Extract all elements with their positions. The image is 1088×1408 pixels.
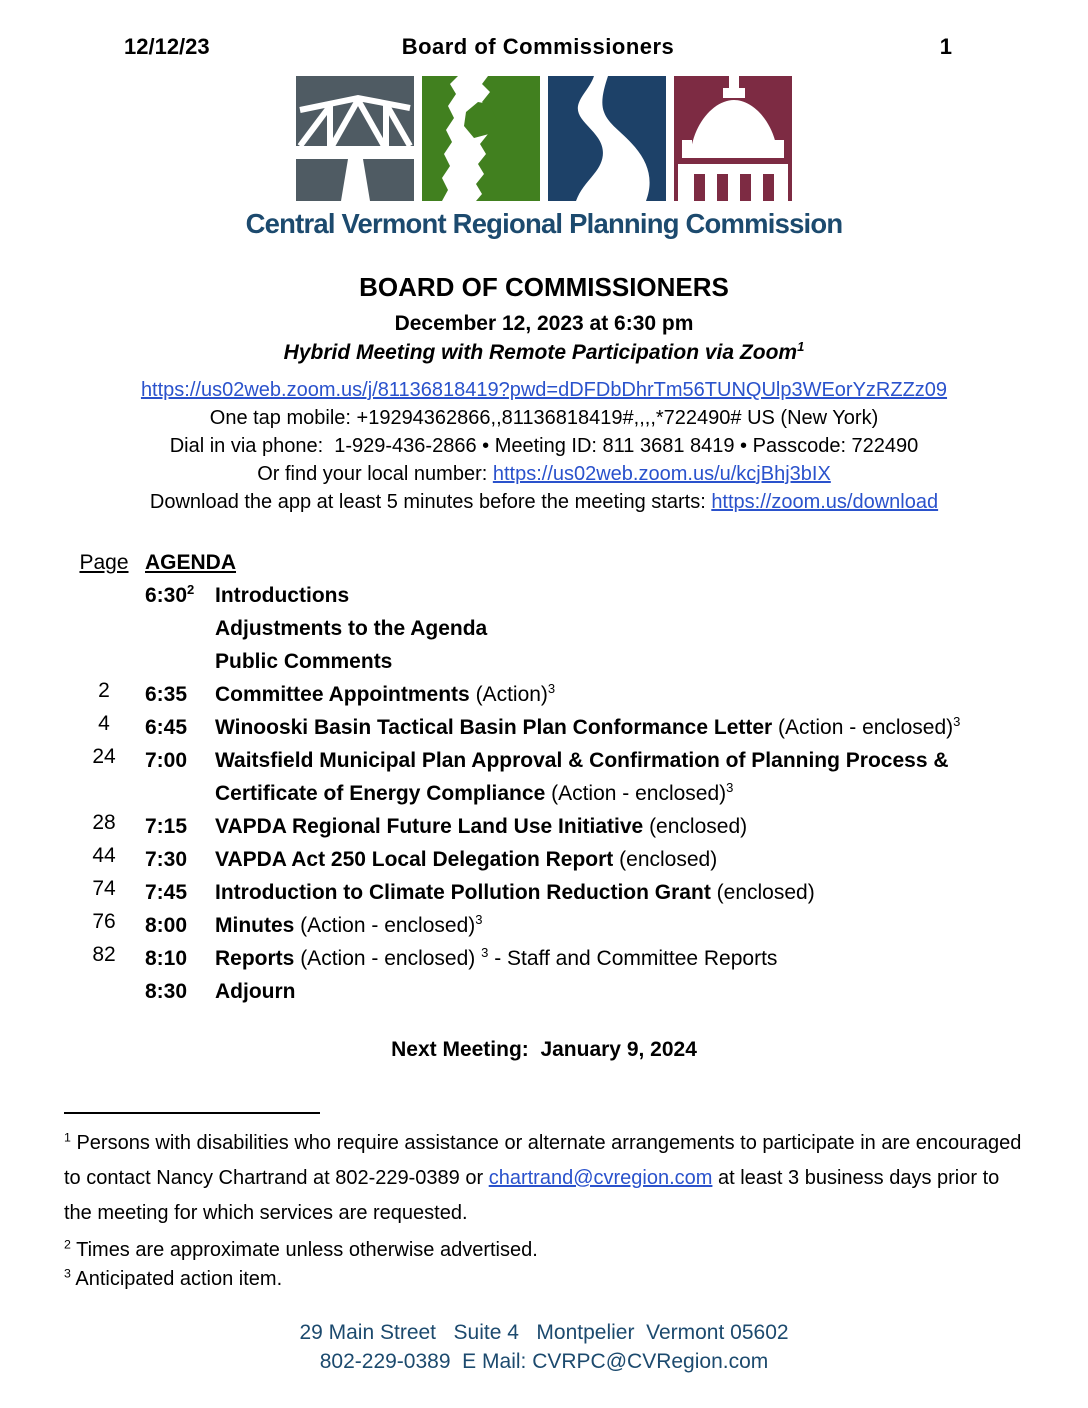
agenda-page-number: 24 [92,745,116,768]
cvrpc-logo-tiles [296,76,792,201]
agenda-row [75,744,1030,810]
text-run: Introduction to Climate Pollution Reduction Grant [215,881,711,904]
text-run: Adjourn [215,980,296,1003]
text-run: Adjustments to the Agenda [215,617,488,640]
agenda-row [75,909,1030,942]
agenda-item [215,942,1030,975]
text-run: Minutes [215,914,295,937]
superscript: 3 [481,945,489,960]
agenda-header-row [75,546,1030,579]
agenda-row [75,711,1030,744]
logo-caption: Central Vermont Regional Planning Commission [245,208,843,239]
meeting-access-info [0,376,1088,516]
text-run: Or find your local number: [257,463,493,485]
access-line [0,460,1088,488]
river-icon [548,76,666,201]
bridge-icon [296,76,414,201]
meeting-subtitle [0,341,1088,365]
header-title: Board of Commissioners [401,34,675,59]
agenda-page-number: 82 [92,943,116,966]
agenda-row [75,876,1030,909]
next-meeting-notice: Next Meeting: January 9, 2024 [391,1038,697,1061]
agenda-time: 6:35 [145,683,188,706]
footnote-marker: 2 [64,1237,71,1252]
superscript: 3 [726,780,734,795]
hyperlink[interactable]: https://us02web.zoom.us/u/kcjBhj3bIX [492,463,831,485]
agenda-row [75,645,1030,678]
meeting-title: BOARD OF COMMISSIONERS [359,272,729,302]
agenda-item [215,711,1030,744]
meeting-subtitle-text: Hybrid Meeting with Remote Participation via Zoom [283,341,798,364]
text-run: (Action - enclosed) [294,947,482,970]
agenda-page-number: 4 [98,712,110,735]
superscript: 3 [547,681,556,696]
agenda-column-header: AGENDA [145,551,237,574]
hyperlink[interactable]: chartrand@cvregion.com [488,1167,713,1189]
agenda-page-number: 44 [92,844,116,867]
agenda-time: 8:00 [145,914,188,937]
agenda-time: 6:45 [145,716,188,739]
footnote [64,1265,1024,1294]
agenda-row [75,579,1030,612]
footnote-list [64,1126,1024,1294]
agenda-time: 7:45 [145,881,188,904]
text-run: Download the app at least 5 minutes before the meeting starts: [149,491,712,513]
access-line [0,488,1088,516]
footnote-ref-1: 1 [797,339,805,354]
text-run: Anticipated action item. [75,1268,283,1290]
access-line [0,376,1088,404]
text-run: (Action - enclosed) [545,782,727,805]
footnote [64,1126,1024,1231]
cvrpc-logo [0,76,1088,240]
document-header [0,0,1088,60]
text-run: Times are approximate unless otherwise advertised. [76,1239,538,1261]
vermont-map-icon [422,76,540,201]
footer-contact: 802-229-0389 E Mail: CVRPC@CVRegion.com [319,1350,769,1373]
text-run: Persons with disabilities who require assistance or alternate arrangements to participate in are encouraged to contact Nancy Chartrand at 802-229-0389 or [64,1132,1022,1189]
agenda-item [215,645,1030,678]
agenda-item [215,975,1030,1008]
access-line [0,432,1088,460]
agenda-row [75,612,1030,645]
agenda-row [75,810,1030,843]
agenda-page-number: 2 [98,679,110,702]
text-run: (enclosed) [643,815,748,838]
header-page-number: 1 [939,34,952,59]
agenda-item [215,612,1030,645]
agenda-time: 7:00 [145,749,188,772]
agenda-row [75,942,1030,975]
agenda-item [215,744,1030,810]
agenda-time: $6:30^2$ [145,582,195,607]
text-run: VAPDA Act 250 Local Delegation Report [215,848,614,871]
agenda-page-number: 76 [92,910,116,933]
agenda-item [215,909,1030,942]
agenda-time: 8:10 [145,947,188,970]
text-run: (enclosed) [613,848,718,871]
text-run: VAPDA Regional Future Land Use Initiative [215,815,644,838]
text-run: (Action - enclosed) [772,716,954,739]
text-run: Introductions [215,584,350,607]
footer-address: 29 Main Street Suite 4 Montpelier Vermont 05602 [299,1321,789,1344]
agenda-item [215,843,1030,876]
agenda-time: 7:15 [145,815,188,838]
agenda-time: 7:30 [145,848,188,871]
meeting-datetime: December 12, 2023 at 6:30 pm [394,312,694,335]
footnote-ref: 2 [187,582,195,597]
agenda-item [215,876,1030,909]
footnote-marker: 3 [64,1266,71,1281]
agenda-section [75,546,1030,1008]
capitol-dome-icon [674,76,792,201]
agenda-page-number: 74 [92,877,116,900]
text-run: Dial in via phone: 1-929-436-2866 • Meeting ID: 811 3681 8419 • Passcode: 722490 [169,435,919,457]
organization-footer [0,1318,1088,1376]
hyperlink[interactable]: https://zoom.us/download [711,491,939,513]
text-run: Public Comments [215,650,393,673]
agenda-item [215,678,1030,711]
text-run: (Action) [469,683,548,706]
superscript: 3 [953,714,961,729]
superscript: 3 [475,912,483,927]
agenda-row [75,678,1030,711]
footnote-separator-rule [64,1112,320,1114]
footnote [64,1236,1024,1265]
agenda-item [215,579,1030,612]
page-column-header: Page [79,551,129,574]
text-run: - Staff and Committee Reports [488,947,778,970]
text-run: One tap mobile: +19294362866,,81136818419#,,,,*722490# US (New York) [209,407,879,429]
agenda-page-number: 28 [92,811,116,834]
text-run: Winooski Basin Tactical Basin Plan Conformance Letter [215,716,773,739]
text-run: at least 3 business days prior to the meeting for which services are requested. [64,1167,1000,1224]
agenda-rows [75,579,1030,1008]
hyperlink[interactable]: https://us02web.zoom.us/j/81136818419?pwd=dDFDbDhrTm56TUNQUlp3WEorYzRZZz09 [140,379,948,401]
agenda-row [75,975,1030,1008]
footnotes-section [64,1112,1024,1294]
header-date: 12/12/23 [124,34,210,59]
text-run: Committee Appointments [215,683,470,706]
text-run: Reports [215,947,295,970]
agenda-row [75,843,1030,876]
text-run: (Action - enclosed) [294,914,476,937]
text-run: (enclosed) [710,881,815,904]
agenda-time: 8:30 [145,980,188,1003]
access-line [0,404,1088,432]
footnote-marker: 1 [64,1130,71,1145]
agenda-item [215,810,1030,843]
text-run: Waitsfield Municipal Plan Approval & Confirmation of Planning Process & Certificate of Energy Compliance [215,749,949,805]
